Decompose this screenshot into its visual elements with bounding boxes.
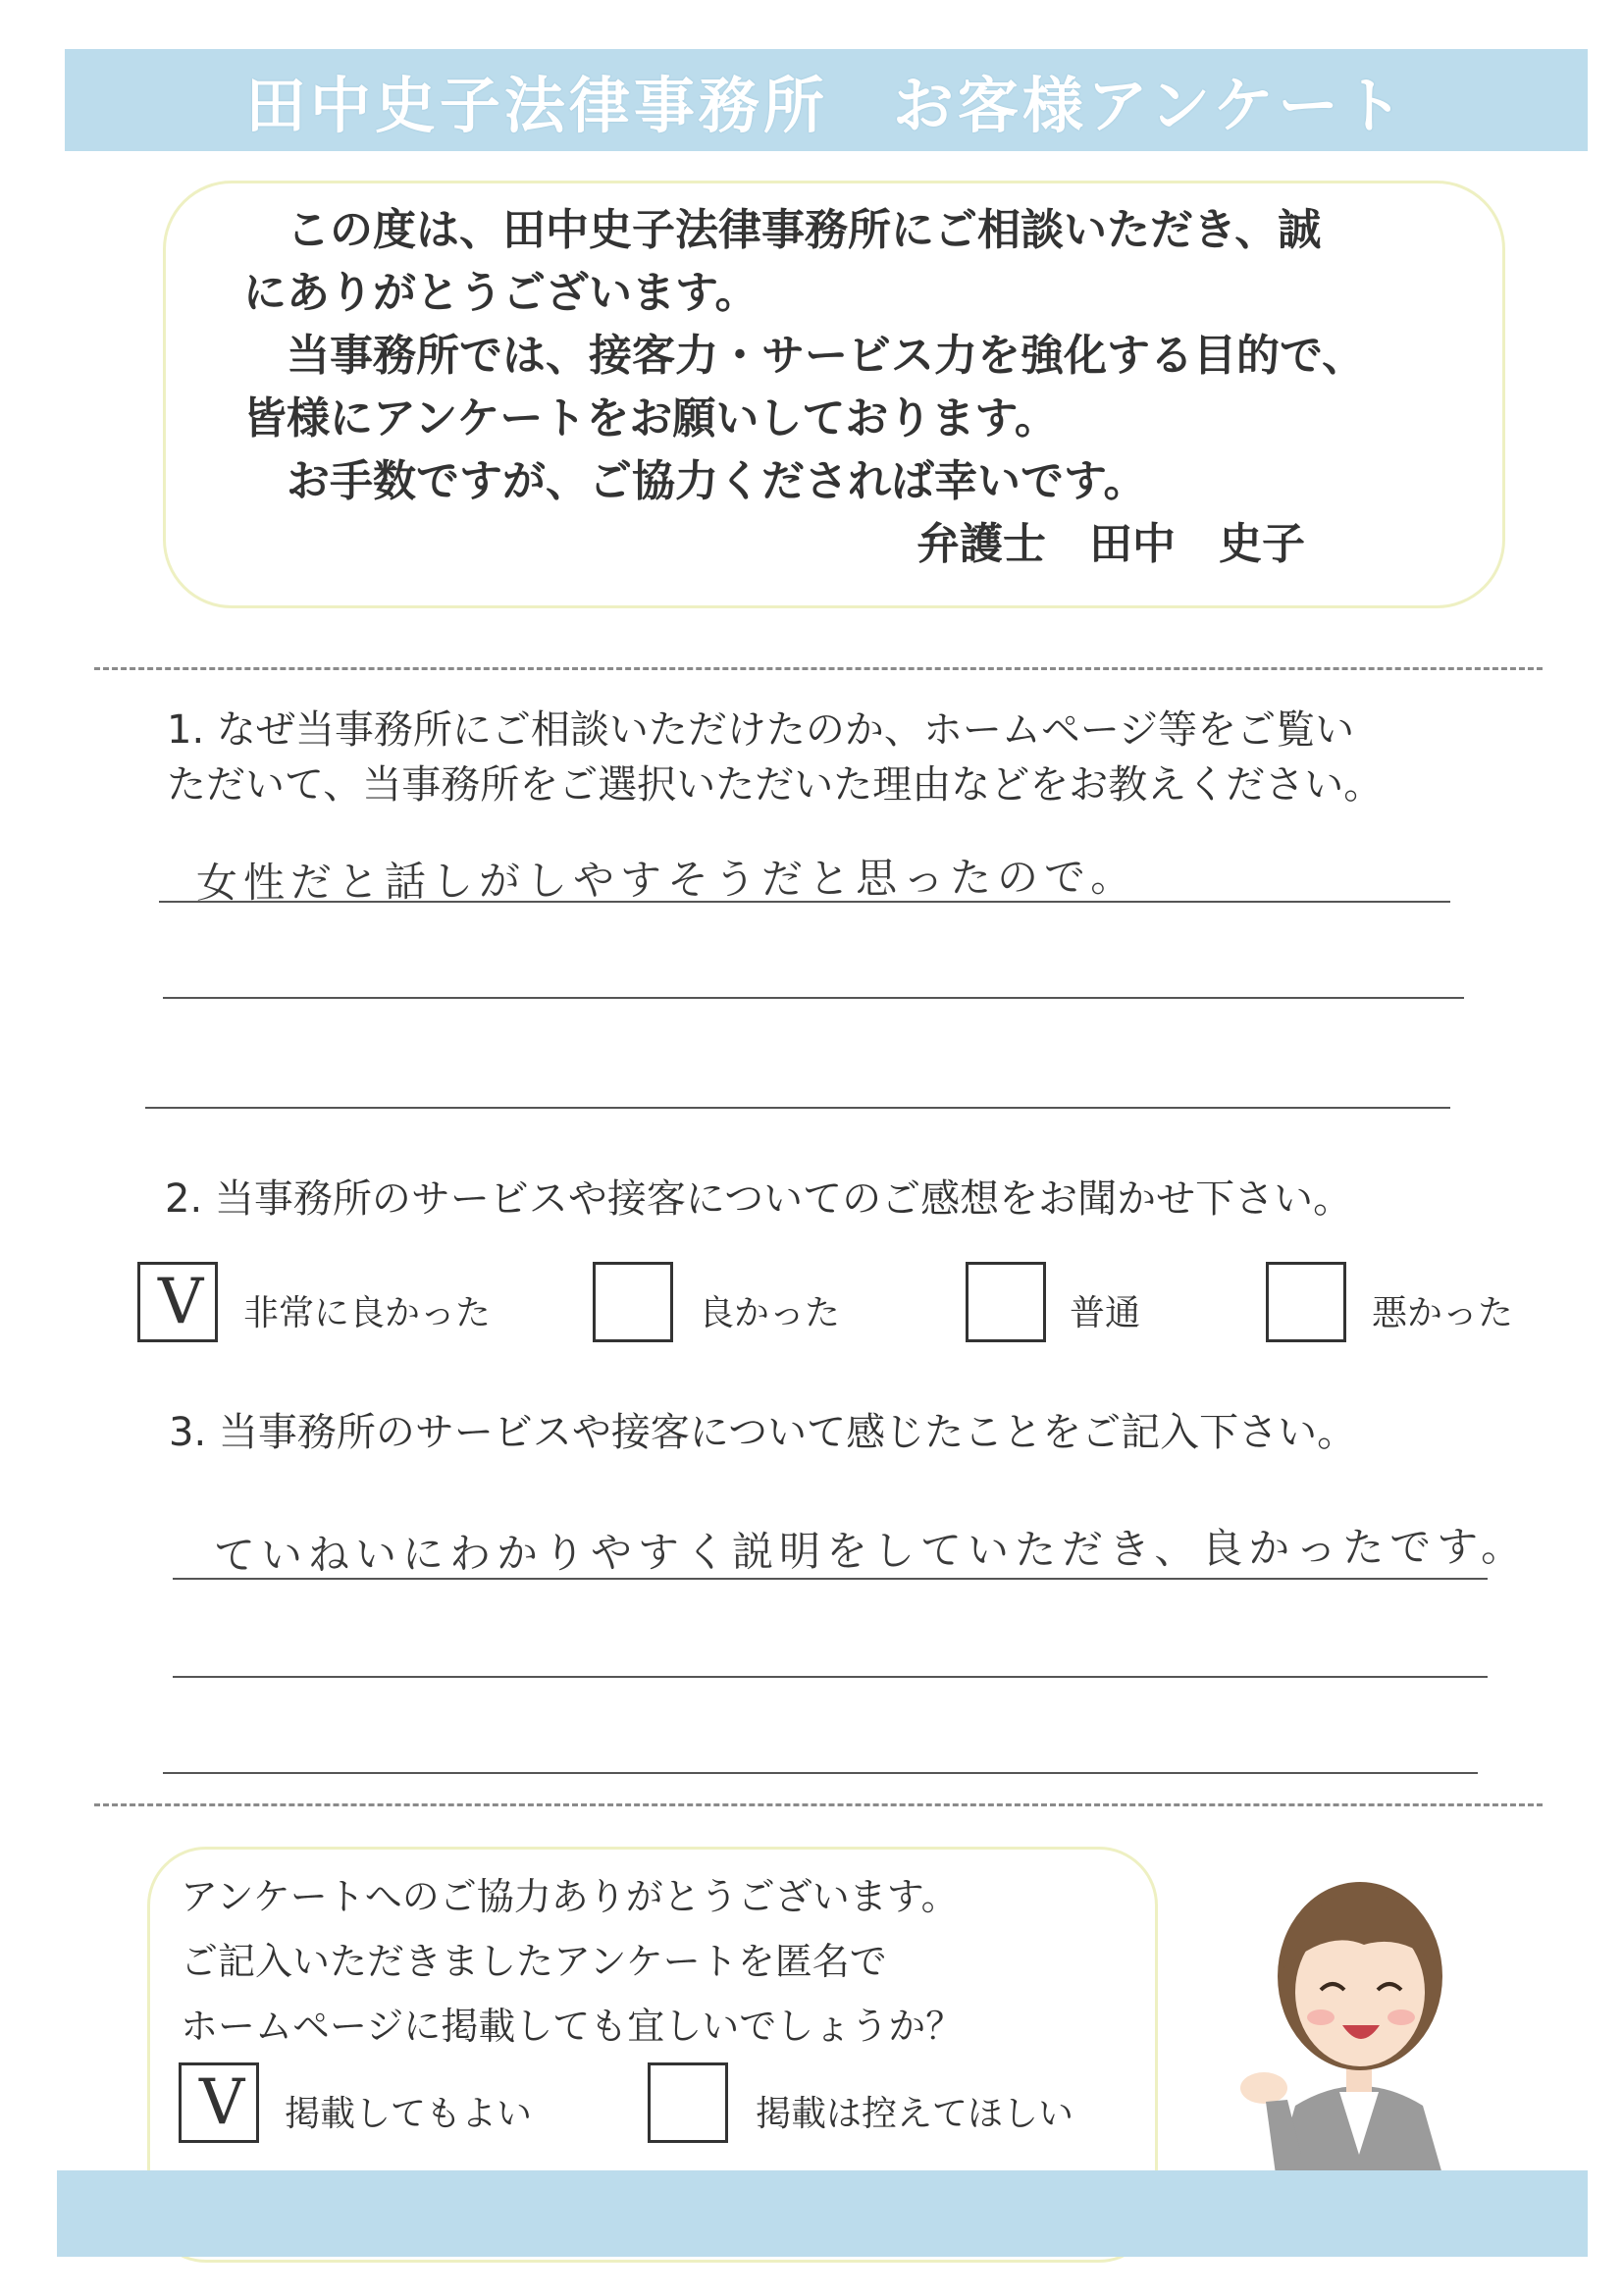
q3-answer: ていねいにわかりやすく説明をしていただき、良かったです。 (213, 1522, 1529, 1580)
signature: 弁護士 田中 史子 (916, 519, 1305, 569)
option-decline-publish-label: 掲載は控えてほしい (756, 2094, 1074, 2134)
answer-line (173, 1676, 1488, 1678)
intro-line-4: 皆様にアンケートをお願いしております。 (243, 393, 1058, 444)
option-average-label: 普通 (1070, 1293, 1141, 1333)
option-bad-label: 悪かった (1372, 1293, 1514, 1333)
closing-line-3: ホームページに掲載しても宜しいでしょうか？ (181, 2005, 964, 2048)
section-divider (94, 1803, 1543, 1806)
checkbox-allow-publish[interactable] (179, 2062, 259, 2143)
closing-line-1: アンケートへのご協力ありがとうございます。 (181, 1875, 959, 1918)
intro-line-1: この度は、田中史子法律事務所にご相談いただき、誠 (243, 205, 1322, 255)
checkbox-very-good[interactable] (137, 1262, 218, 1342)
q1-answer: 女性だと話しがしやすそうだと思ったので。 (195, 852, 1138, 908)
lawyer-avatar-illustration (1236, 1860, 1482, 2174)
intro-line-2: にありがとうございます。 (243, 268, 759, 318)
checkbox-decline-publish[interactable] (648, 2062, 728, 2143)
answer-line (145, 1107, 1450, 1109)
check-mark-icon: V (158, 1266, 204, 1338)
section-divider (94, 667, 1543, 670)
q3-question: 3. 当事務所のサービスや接客について感じたことをご記入下さい。 (169, 1410, 1357, 1455)
option-allow-publish-label: 掲載してもよい (285, 2094, 533, 2134)
answer-line (163, 997, 1464, 999)
footer-band (57, 2170, 1588, 2257)
check-mark-icon: V (199, 2066, 245, 2139)
q1-line-1: 1. なぜ当事務所にご相談いただけたのか、ホームページ等をご覧い (167, 707, 1355, 753)
answer-line (163, 1772, 1478, 1774)
checkbox-good[interactable] (593, 1262, 673, 1342)
option-good-label: 良かった (699, 1293, 841, 1333)
header-band (65, 49, 1588, 151)
q1-line-2: ただいて、当事務所をご選択いただいた理由などをお教えください。 (167, 762, 1384, 808)
closing-line-2: ご記入いただきましたアンケートを匿名で (181, 1940, 887, 1983)
page-title: 田中史子法律事務所 お客様アンケート (244, 69, 1408, 141)
intro-line-5: お手数ですが、ご協力くだされば幸いです。 (243, 456, 1147, 506)
checkbox-bad[interactable] (1266, 1262, 1346, 1342)
option-very-good-label: 非常に良かった (243, 1293, 492, 1333)
q2-question: 2. 当事務所のサービスや接客についてのご感想をお聞かせ下さい。 (165, 1176, 1353, 1222)
answer-line (159, 901, 1450, 903)
answer-line (173, 1578, 1488, 1580)
checkbox-average[interactable] (966, 1262, 1046, 1342)
intro-line-3: 当事務所では、接客力・サービス力を強化する目的で、 (243, 331, 1366, 381)
